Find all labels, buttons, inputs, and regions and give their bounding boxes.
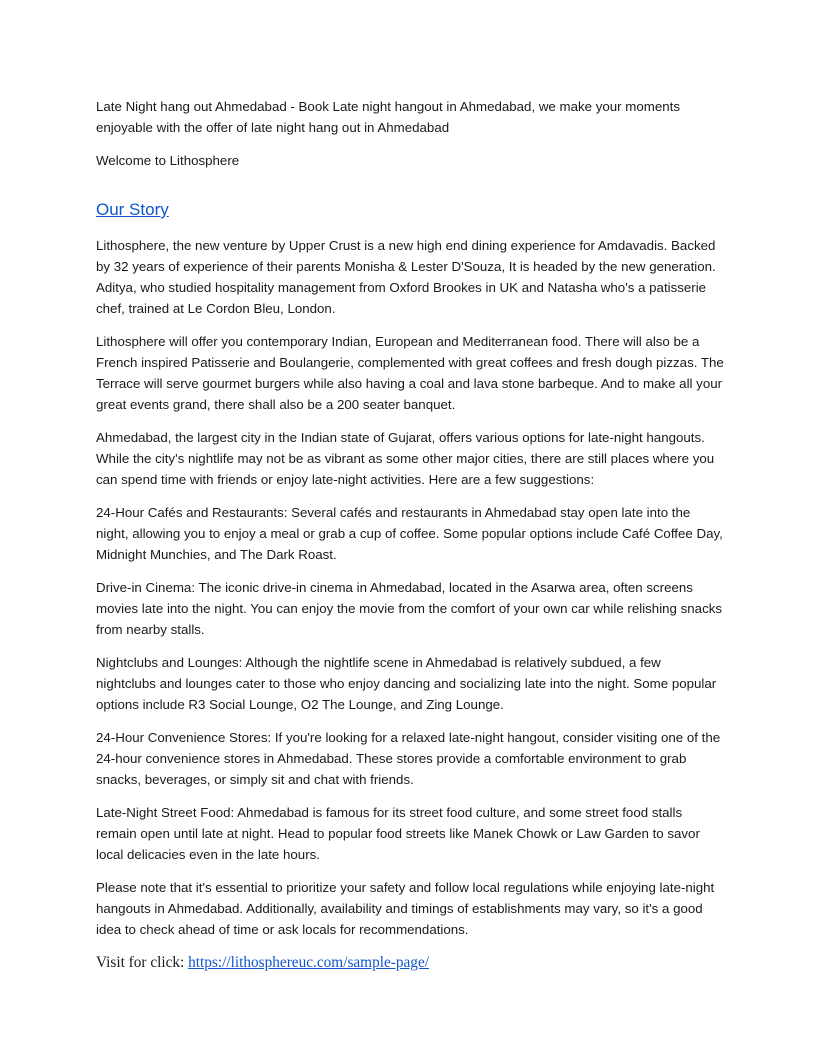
street-food-paragraph: Late-Night Street Food: Ahmedabad is famous for its street food culture, and some street food stalls remain open until late at night. Head to popular food streets like Manek Chowk or Law Garden to savor local delicacies even in the late hours. [96, 805, 700, 862]
visit-line [96, 952, 724, 974]
cafes-paragraph: 24-Hour Cafés and Restaurants: Several cafés and restaurants in Ahmedabad stay open late into the night, allowing you to enjoy a meal or grab a cup of coffee. Some popular options include Café Coffee Day, Midnight Munchies, and The Dark Roast. [96, 505, 723, 562]
story-paragraph-1: Lithosphere, the new venture by Upper Crust is a new high end dining experience for Amdavadis. Backed by 32 years of experience of their parents Monisha & Lester D'Souza, It is headed by the new generation. Aditya, who studied hospitality management from Oxford Brookes in UK and Natasha who's a patisserie chef, trained at Le Cordon Bleu, London. [96, 238, 716, 316]
drive-in-paragraph: Drive-in Cinema: The iconic drive-in cinema in Ahmedabad, located in the Asarwa area, often screens movies late into the night. You can enjoy the movie from the comfort of your own car while relishing snacks from nearby stalls. [96, 580, 723, 637]
convenience-stores-paragraph: 24-Hour Convenience Stores: If you're looking for a relaxed late-night hangout, consider visiting one of the 24-hour convenience stores in Ahmedabad. These stores provide a comfortable environment to grab snacks, beverages, or simply sit and chat with friends. [96, 730, 721, 787]
our-story-link[interactable]: Our Story [96, 200, 169, 219]
visit-label: Visit for click: [96, 954, 189, 971]
nightclubs-paragraph: Nightclubs and Lounges: Although the nightlife scene in Ahmedabad is relatively subdued, a few nightclubs and lounges cater to those who enjoy dancing and socializing late into the night. Some popular options include R3 Social Lounge, O2 The Lounge, and Zing Lounge. [96, 655, 717, 712]
sample-page-link[interactable]: https://lithosphereuc.com/sample-page/ [188, 954, 429, 971]
hangout-intro-paragraph: Ahmedabad, the largest city in the Indian state of Gujarat, offers various options for late-night hangouts. While the city's nightlife may not be as vibrant as some other major cities, there are still places where you can spend time with friends or enjoy late-night activities. Here are a few suggestions: [96, 430, 715, 487]
welcome-line: Welcome to Lithosphere [96, 153, 240, 168]
intro-paragraph: Late Night hang out Ahmedabad - Book Late night hangout in Ahmedabad, we make your moments enjoyable with the offer of late night hang out in Ahmedabad [96, 99, 680, 135]
document-page [96, 96, 724, 974]
safety-note-paragraph: Please note that it's essential to prioritize your safety and follow local regulations while enjoying late-night hangouts in Ahmedabad. Additionally, availability and timings of establishments may vary, so it's a good idea to check ahead of time or ask locals for recommendations. [96, 880, 715, 937]
story-paragraph-2: Lithosphere will offer you contemporary Indian, European and Mediterranean food. There will also be a French inspired Patisserie and Boulangerie, complemented with great coffees and fresh dough pizzas. The Terrace will serve gourmet burgers while also having a coal and lava stone barbeque. And to make all your great events grand, there shall also be a 200 seater banquet. [96, 334, 724, 412]
